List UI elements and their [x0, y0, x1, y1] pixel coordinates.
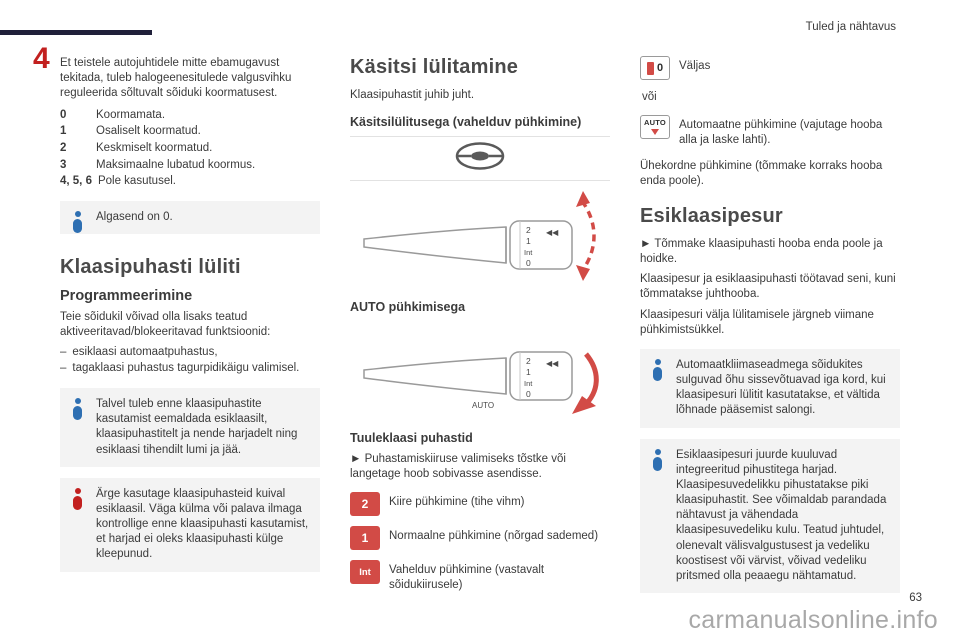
washer-paragraph-2: Klaasipesuri välja lülitamisele järgneb viimane pühkimistsükkel. — [640, 308, 874, 336]
stalk-label: Int — [524, 248, 533, 258]
list-item: – esiklaasi automaatpuhastus, — [60, 345, 320, 361]
load-list-row — [60, 123, 320, 140]
info-icon — [73, 398, 82, 420]
manual-intro-text: Klaasipuhastit juhib juht. — [350, 89, 475, 101]
washer-step-text: ► Tõmmake klaasipuhasti hooba enda poole ja hoidke. — [640, 237, 883, 266]
speed-instruction-text: ► Puhastamiskiiruse valimiseks tõstke või langetage hoob sobivasse asendisse. — [350, 452, 566, 481]
info-box-default-position — [60, 201, 320, 234]
column-right — [640, 56, 900, 604]
stalk-label: 2 — [526, 225, 531, 236]
subheading-auto-wiping: AUTO pühkimisega — [350, 300, 466, 315]
position-2-icon: 2 — [350, 492, 380, 516]
subsection-heading-programming: Programmeerimine — [60, 288, 193, 305]
position-0-icon — [640, 56, 670, 80]
wiper-speed-icon: ◀◀ — [546, 228, 559, 238]
position-1-icon: 1 — [350, 526, 380, 550]
load-text: Maksimaalne lubatud koormus. — [96, 158, 256, 171]
speed-item-text: Normaalne pühkimine (nõrgad sademed) — [389, 530, 599, 543]
or-text: või — [642, 91, 657, 103]
page-header: Tuled ja nähtavus — [805, 21, 896, 33]
warning-icon — [73, 488, 82, 510]
load-key: 0 — [60, 108, 67, 121]
arrow-head-up — [576, 191, 590, 207]
subheading-windscreen-wipers: Tuuleklaasi puhastid — [350, 430, 473, 445]
wiper-stalk-figure-auto — [350, 322, 610, 419]
page-number: 63 — [909, 592, 922, 604]
single-wipe-text: Ühekordne pühkimine (tõmmake korraks hooba enda poole). — [640, 159, 883, 187]
off-item — [640, 56, 900, 80]
load-key: 3 — [60, 158, 67, 171]
watermark: carmanualsonline.info — [688, 606, 938, 634]
wiper-stalk-illustration — [360, 187, 600, 283]
stalk-label: 2 — [526, 355, 531, 366]
auto-label: AUTO — [472, 400, 495, 410]
chapter-number: 4 — [33, 42, 50, 75]
section-heading-washer: Esiklaasipesur — [640, 204, 783, 227]
position-int-icon: Int — [350, 560, 380, 584]
warning-box-text: Ärge kasutage klaasipuhasteid kuival esiklaasil. Väga külma või palava ilmaga kontrollige enne klaasipuhasti kasutamist, et harjad ei oleks klaasipuhasti külge kleepunud. — [96, 487, 309, 561]
down-arrow-icon — [651, 129, 659, 135]
stalk-label: 1 — [526, 236, 531, 247]
position-0-label: 0 — [656, 62, 664, 74]
dashed-arrow — [582, 201, 594, 271]
info-box-text: Esiklaasipesuri juurde kuuluvad integreeritud pihustitega harjad. Klaasipesuvedelikku pihustatakse piki klaasipuhastit. See võimaldab parandada nähtavust ja vähendada klaasipesuvedeliku kulu. Teatud juhtudel, olenevalt välisvalgustusest ja vedeliku koostisest või värvist, võivad vedeliku pritsmed olla peaaegu nähtamatud. — [676, 448, 887, 582]
stalk-label: 0 — [526, 258, 531, 269]
solid-arrow — [584, 354, 596, 406]
washer-paragraph-1: Klaasipesur ja esiklaasipuhasti töötavad seni, kuni tõmmatakse juhthooba. — [640, 273, 896, 301]
section-heading-manual-switching: Käsitsi lülitamine — [350, 56, 519, 78]
wiper-stalk-figure-manual — [350, 187, 610, 288]
speed-item-intermittent — [350, 560, 610, 593]
auto-position-icon — [640, 115, 670, 139]
load-text: Pole kasutusel. — [97, 175, 176, 188]
auto-position-label: AUTO — [644, 118, 666, 128]
top-accent-bar — [0, 30, 152, 35]
load-list-row — [60, 107, 320, 124]
steering-wheel-icon — [454, 141, 506, 171]
wiper-speed-icon: ◀◀ — [546, 358, 559, 368]
speed-item-text: Kiire pühkimine (tihe vihm) — [389, 496, 525, 509]
off-item-text: Väljas — [679, 60, 711, 72]
column-middle — [350, 56, 610, 604]
speed-item-fast — [350, 492, 610, 516]
warning-box-dry-glass — [60, 478, 320, 572]
info-box-text: Automaatkliimaseadmega sõidukites sulguvad õhu sissevõtuavad iga kord, kui klaasipesuri lülitit kasutatakse, et vältida lõhnade pääsemist salongi. — [676, 358, 886, 417]
load-text: Osaliselt koormatud. — [96, 125, 201, 138]
info-box-text: Talvel tuleb enne klaasipuhastite kasutamist eemaldada esiklaasilt, klaasipuhastitelt ja nende harjadelt ning esiklaasi tihendilt lumi ja jää. — [96, 398, 298, 456]
red-mark — [647, 62, 654, 75]
speed-item-normal — [350, 526, 610, 550]
wiper-stalk-auto-illustration — [360, 322, 600, 414]
speed-item-text: Vahelduv pühkimine (vastavalt sõidukiirusele) — [389, 564, 545, 592]
headlight-intro-text: Et teistele autojuhtidele mitte ebamugavust tekitada, tuleb halogeenesitulede valgusvihku reguleerida sõltuvalt sõiduki koormatusest. — [60, 57, 292, 100]
info-box-winter — [60, 388, 320, 467]
stalk-label: 0 — [526, 388, 531, 399]
stalk-label: 1 — [526, 366, 531, 377]
info-icon — [73, 211, 82, 233]
load-key: 4, 5, 6 — [60, 175, 92, 188]
stalk-label: Int — [524, 378, 533, 388]
load-list-row — [60, 140, 320, 157]
section-heading-wiper-switch: Klaasipuhasti lüliti — [60, 256, 241, 279]
arrow-head-down — [576, 265, 590, 281]
load-key: 2 — [60, 141, 67, 154]
auto-item-text: Automaatne pühkimine (vajutage hooba alla ja laske lahti). — [679, 119, 883, 147]
content-columns — [60, 56, 900, 604]
load-list-row — [60, 173, 320, 190]
info-box-climate — [640, 349, 900, 428]
list-item: – tagaklaasi puhastus tagurpidikäigu valimisel. — [60, 361, 320, 377]
programming-intro-text: Teie sõidukil võivad olla lisaks teatud aktiveeritavad/blokeeritavad funktsioonid: — [60, 311, 271, 339]
info-icon — [653, 449, 662, 471]
load-text: Keskmiselt koormatud. — [96, 141, 213, 154]
info-icon — [653, 359, 662, 381]
column-left — [60, 56, 320, 583]
function-list — [60, 345, 320, 377]
subheading-manual-intermittent: Käsitsilülitusega (vahelduv pühkimine) — [350, 115, 582, 130]
info-box-washer-jets — [640, 439, 900, 594]
load-text: Koormamata. — [96, 108, 166, 121]
auto-item — [640, 115, 900, 148]
info-box-text: Algasend on 0. — [96, 210, 173, 223]
steering-wheel-figure — [350, 136, 610, 181]
load-key: 1 — [60, 125, 67, 138]
load-list-row — [60, 157, 320, 174]
